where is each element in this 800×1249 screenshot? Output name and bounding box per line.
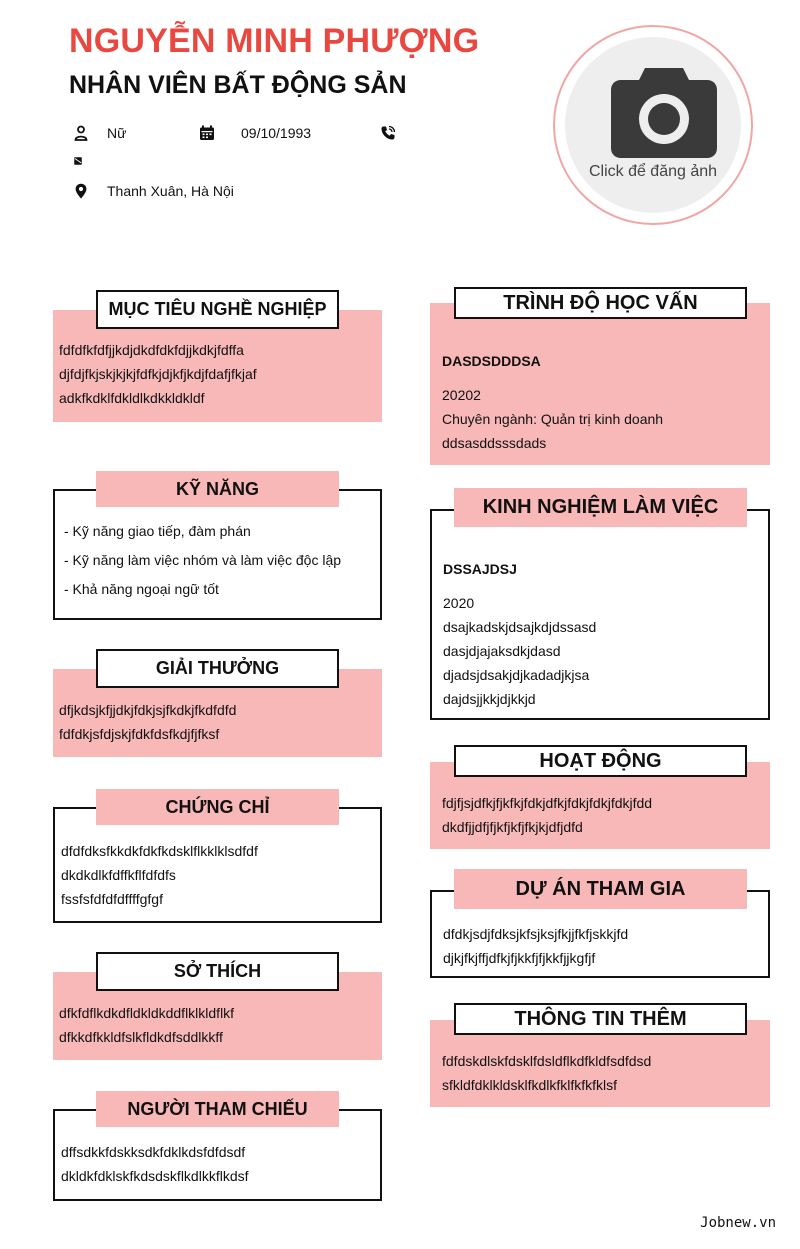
job-title: NHÂN VIÊN BẤT ĐỘNG SẢN bbox=[69, 71, 407, 99]
skill-item: - Kỹ năng làm việc nhóm và làm việc độc lập bbox=[64, 552, 342, 568]
references-line: dffsdkkfdskksdkfdklkdsfdfdsdf bbox=[61, 1144, 246, 1160]
experience-line: djadsjdsakjdjkadadjkjsa bbox=[443, 667, 590, 683]
avatar bbox=[553, 25, 753, 225]
camera-icon bbox=[609, 64, 719, 158]
certificates-title: CHỨNG CHỈ bbox=[96, 789, 339, 825]
education-school: DASDSDDDSA bbox=[442, 353, 541, 369]
objective-line: adkfkdklfdkldlkdkkldkldf bbox=[59, 390, 205, 406]
gender-value: Nữ bbox=[107, 125, 127, 141]
gender-info bbox=[73, 125, 126, 141]
objective-line: fdfdfkfdfjjkdjdkdfdkfdjjkdkjfdffa bbox=[59, 342, 244, 358]
projects-line: djkjfkjffjdfkjfjkkfjfjkkfjjkgfjf bbox=[443, 950, 596, 966]
education-year: 20202 bbox=[442, 387, 481, 403]
hobbies-line: dfkkdfkkldfslkfldkdfsddlkkff bbox=[59, 1029, 223, 1045]
activities-title: HOẠT ĐỘNG bbox=[454, 745, 747, 777]
experience-line: dajdsjjkkjdjkkjd bbox=[443, 691, 536, 707]
education-line: ddsasddsssdads bbox=[442, 435, 547, 451]
email-info bbox=[73, 155, 107, 167]
phone-info bbox=[380, 125, 414, 141]
brand-watermark: Jobnew.vn bbox=[700, 1215, 776, 1231]
awards-line: fdfdkjsfdjskjfdkfdsfkdjfjfksf bbox=[59, 726, 220, 742]
dob-info bbox=[199, 125, 311, 141]
location-pin-icon bbox=[73, 183, 95, 199]
experience-line: dsajkadskjdsajkdjdssasd bbox=[443, 619, 597, 635]
objective-title: MỤC TIÊU NGHỀ NGHIỆP bbox=[96, 290, 339, 329]
email-icon bbox=[73, 155, 95, 167]
phone-icon bbox=[380, 125, 402, 141]
objective-line: djfdjfkjskjkjkjfdfkjdjkfjkdjfdafjfkjaf bbox=[59, 366, 257, 382]
education-title: TRÌNH ĐỘ HỌC VẤN bbox=[454, 287, 747, 319]
references-line: dkldkfdklskfkdsdskflkdlkkflkdsf bbox=[61, 1168, 249, 1184]
awards-title: GIẢI THƯỞNG bbox=[96, 649, 339, 688]
activities-line: dkdfjjdfjfjkfjkfjfkjkjdfjdfd bbox=[442, 819, 583, 835]
address-info bbox=[73, 183, 234, 199]
candidate-name: NGUYỄN MINH PHƯỢNG bbox=[69, 22, 480, 60]
skill-item: - Kỹ năng giao tiếp, đàm phán bbox=[64, 523, 251, 539]
awards-line: dfjkdsjkfjjdkjfdkjsjfkdkjfkdfdfd bbox=[59, 702, 237, 718]
education-section bbox=[430, 303, 770, 465]
projects-line: dfdkjsdjfdksjkfsjksjfkjjfkfjskkjfd bbox=[443, 926, 629, 942]
activities-line: fdjfjsjdfkjfjkfkjfdkjdfkjfdkjfdkjfdkjfdd bbox=[442, 795, 653, 811]
education-line: Chuyên ngành: Quản trị kinh doanh bbox=[442, 411, 664, 427]
address-value: Thanh Xuân, Hà Nội bbox=[107, 183, 234, 199]
calendar-icon bbox=[199, 125, 221, 141]
skills-section bbox=[53, 489, 382, 620]
experience-section bbox=[430, 509, 770, 720]
photo-upload[interactable] bbox=[565, 37, 741, 213]
certificates-line: dfdfdksfkkdkfdkfkdsklflkklklsdfdf bbox=[61, 843, 258, 859]
dob-value: 09/10/1993 bbox=[241, 125, 312, 141]
person-icon bbox=[73, 125, 95, 141]
additional-line: sfkldfdklkldsklfkdlkfklfkfkfklsf bbox=[442, 1077, 618, 1093]
experience-line: dasjdjajaksdkjdasd bbox=[443, 643, 561, 659]
experience-company: DSSAJDSJ bbox=[443, 561, 517, 577]
skill-item: - Khả năng ngoại ngữ tốt bbox=[64, 581, 219, 597]
certificates-line: fssfsfdfdfdffffgfgf bbox=[61, 891, 163, 907]
references-title: NGƯỜI THAM CHIẾU bbox=[96, 1091, 339, 1127]
photo-upload-label: Click để đăng ảnh bbox=[588, 163, 718, 180]
projects-title: DỰ ÁN THAM GIA bbox=[454, 869, 747, 909]
experience-title: KINH NGHIỆM LÀM VIỆC bbox=[454, 488, 747, 527]
certificates-line: dkdkdlkfdffkflfdfdfs bbox=[61, 867, 176, 883]
hobbies-line: dfkfdflkdkdfldkldkddflklkldflkf bbox=[59, 1005, 235, 1021]
experience-year: 2020 bbox=[443, 595, 475, 611]
additional-title: THÔNG TIN THÊM bbox=[454, 1003, 747, 1035]
skills-title: KỸ NĂNG bbox=[96, 471, 339, 507]
additional-line: fdfdskdlskfdsklfdsldflkdfkldfsdfdsd bbox=[442, 1053, 652, 1069]
hobbies-title: SỞ THÍCH bbox=[96, 952, 339, 991]
